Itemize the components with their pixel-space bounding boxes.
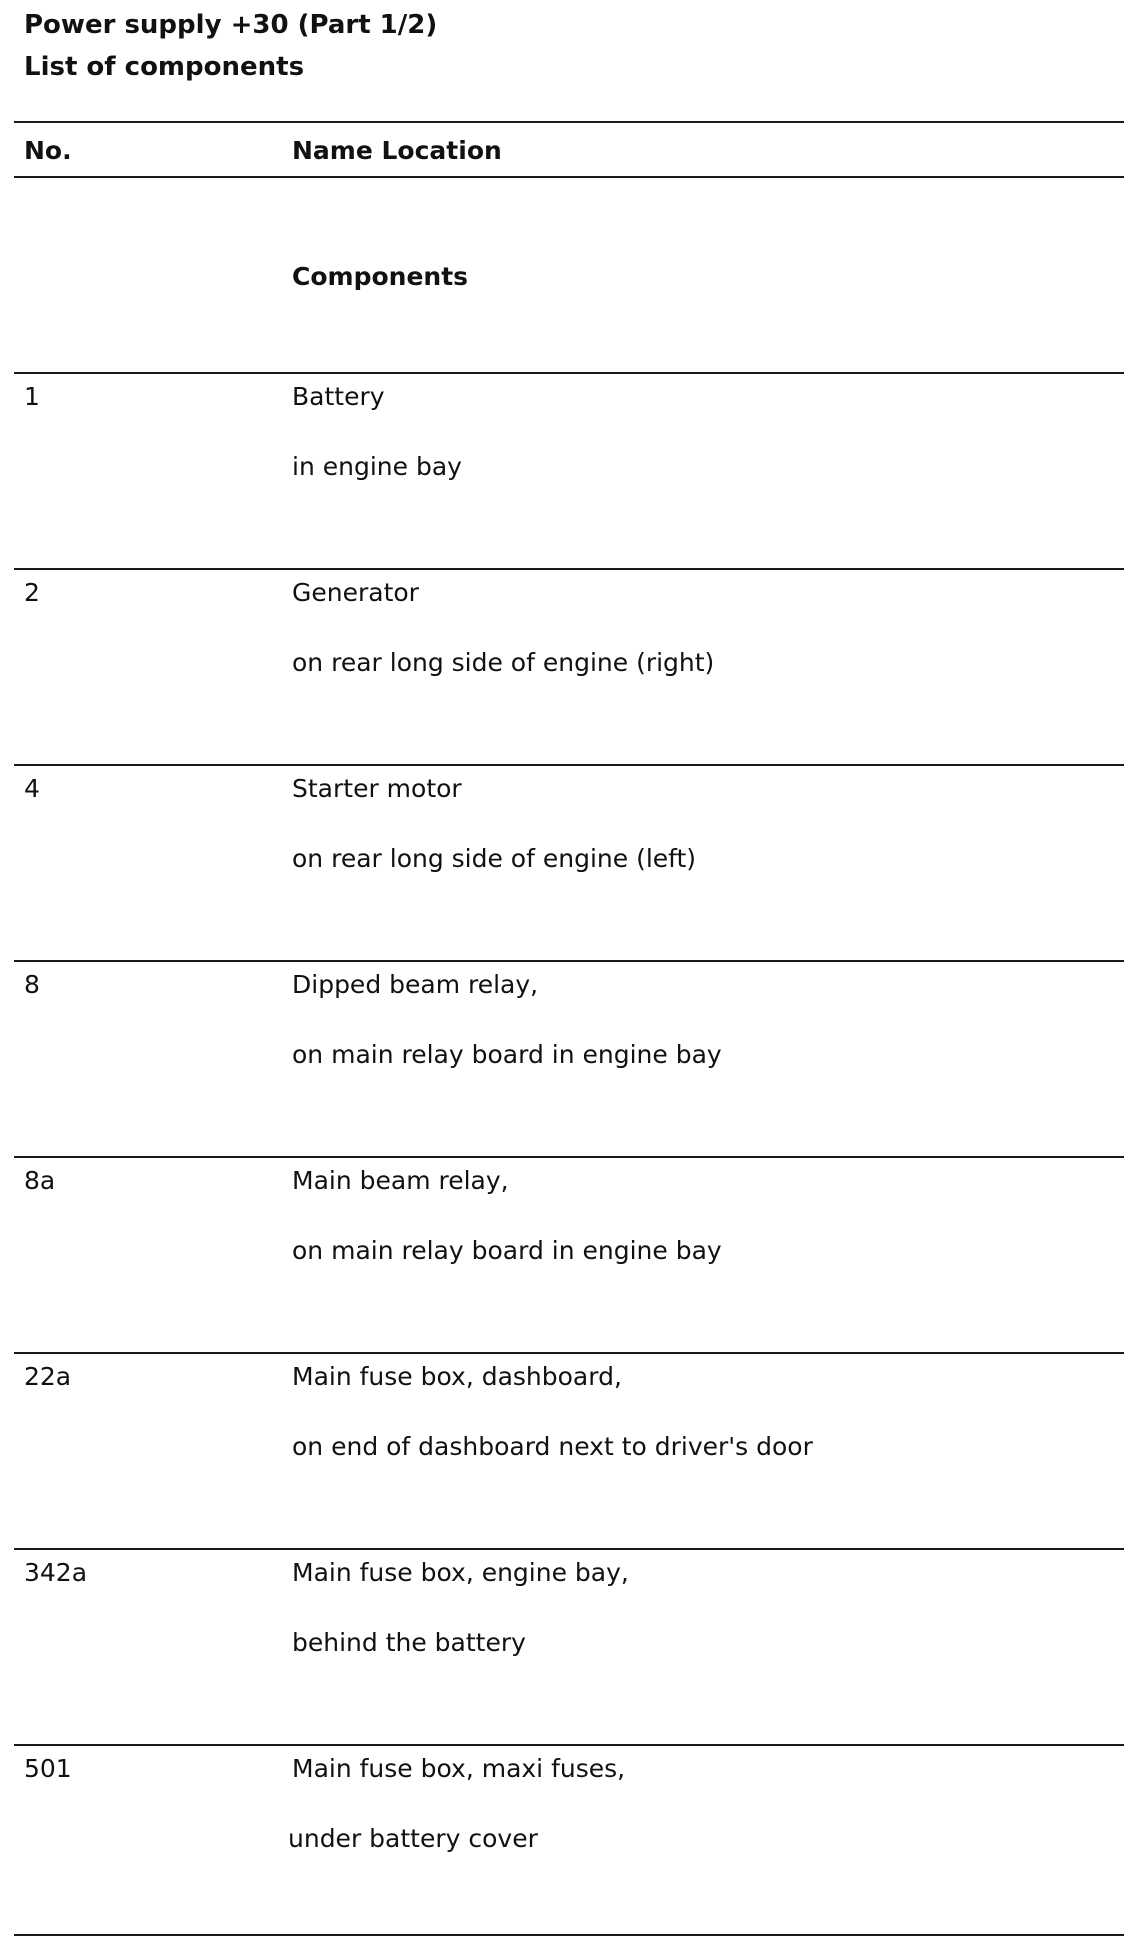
column-header-name-location: Name Location <box>292 136 502 165</box>
document-title: Power supply +30 (Part 1/2) <box>24 10 438 40</box>
table-row <box>0 374 1136 570</box>
row-number: 4 <box>24 774 40 803</box>
row-component-name: Dipped beam relay, <box>292 970 539 999</box>
table-header-rule <box>14 176 1124 178</box>
row-number: 342a <box>24 1558 88 1587</box>
row-number: 2 <box>24 578 40 607</box>
row-component-name: Battery <box>292 382 385 411</box>
row-number: 8a <box>24 1166 56 1195</box>
row-component-location: under battery cover <box>288 1824 538 1853</box>
row-component-name: Main fuse box, dashboard, <box>292 1362 622 1391</box>
table-row <box>0 962 1136 1158</box>
row-component-name: Generator <box>292 578 419 607</box>
row-number: 22a <box>24 1362 72 1391</box>
row-component-name: Starter motor <box>292 774 462 803</box>
row-component-location: in engine bay <box>292 452 462 481</box>
document-subtitle: List of components <box>24 52 305 82</box>
row-component-name: Main beam relay, <box>292 1166 509 1195</box>
row-component-name: Main fuse box, maxi fuses, <box>292 1754 626 1783</box>
table-row <box>0 1746 1136 1942</box>
table-row <box>0 1158 1136 1354</box>
table-row <box>0 570 1136 766</box>
table-row <box>0 1550 1136 1746</box>
section-heading-components: Components <box>292 262 469 291</box>
table-row <box>0 1354 1136 1550</box>
row-component-location: on rear long side of engine (right) <box>292 648 715 677</box>
row-component-location: on main relay board in engine bay <box>292 1236 722 1265</box>
row-component-location: behind the battery <box>292 1628 526 1657</box>
row-component-name: Main fuse box, engine bay, <box>292 1558 629 1587</box>
row-number: 8 <box>24 970 40 999</box>
row-component-location: on main relay board in engine bay <box>292 1040 722 1069</box>
column-header-no: No. <box>24 136 72 165</box>
row-component-location: on end of dashboard next to driver's door <box>292 1432 813 1461</box>
table-row <box>0 766 1136 962</box>
table-bottom-rule <box>14 1934 1124 1936</box>
row-number: 501 <box>24 1754 72 1783</box>
row-number: 1 <box>24 382 40 411</box>
row-component-location: on rear long side of engine (left) <box>292 844 697 873</box>
table-top-rule <box>14 121 1124 123</box>
